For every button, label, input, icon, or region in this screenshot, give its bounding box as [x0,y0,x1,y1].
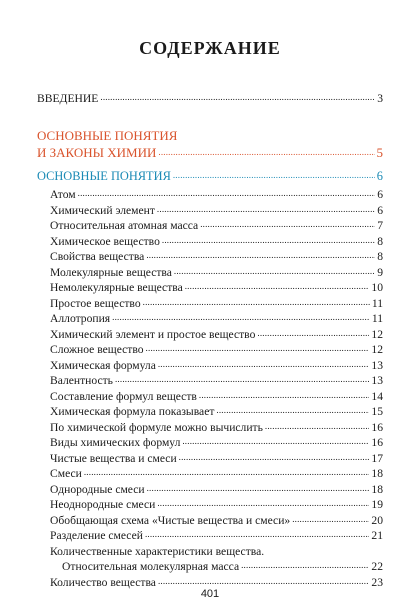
toc-entry-page: 11 [371,312,383,325]
leader-dots [265,419,370,433]
toc-entry-page: 21 [371,529,383,542]
toc-entry-label: Обобщающая схема «Чистые вещества и смеси» [50,513,291,527]
toc-entry-page: 18 [371,467,383,480]
toc-entry-page: 20 [371,513,383,527]
page-number: 401 [200,588,220,600]
toc-entry[interactable] [50,483,383,497]
toc-entry-page: 12 [371,343,383,356]
toc-entry[interactable] [50,359,383,373]
leader-dots [257,326,369,340]
toc-entry[interactable] [50,235,383,249]
toc-entry[interactable] [50,498,383,512]
leader-dots [143,295,370,309]
toc-entry-label: Виды химических формул [50,436,181,449]
leader-dots [199,388,370,402]
toc-entry-page: 7 [377,219,383,232]
leader-dots [145,527,369,541]
leader-dots [179,450,370,464]
leader-dots [157,496,369,510]
leader-dots [112,310,370,324]
toc-entry-label: ВВЕДЕНИЕ [37,92,99,105]
toc-entry-page: 8 [377,234,383,248]
toc-entry-label: И ЗАКОНЫ ХИМИИ [37,145,157,160]
toc-entry-page: 16 [371,436,383,449]
part-title-line1: ОСНОВНЫЕ ПОНЯТИЯ [37,128,178,143]
leader-dots [200,217,375,231]
toc-entry[interactable] [50,219,383,233]
leader-dots [174,264,375,278]
toc-entry-page: 10 [371,281,383,294]
leader-dots [292,512,369,526]
toc-entry-page: 6 [377,188,383,201]
toc-entry[interactable] [50,204,383,218]
toc-entry-label: Простое вещество [50,296,141,310]
leader-dots [182,434,369,448]
leader-dots [146,341,370,355]
toc-entry-label: Смеси [50,467,82,480]
toc-entry-label: ОСНОВНЫЕ ПОНЯТИЯ [37,169,171,183]
toc-entry-section1[interactable] [37,169,383,184]
toc-entry-label: Сложное вещество [50,343,144,356]
toc-entry[interactable] [50,514,383,528]
toc-entry[interactable] [50,452,383,466]
toc-entry-quant-line1: Количественные характеристики вещества. [50,544,265,558]
toc-entry[interactable] [50,436,383,450]
toc-entry-page: 17 [371,451,383,465]
leader-dots [147,481,370,495]
leader-dots [84,465,370,479]
toc-entry-label: Химическое вещество [50,234,160,248]
toc-entry-page: 6 [377,203,383,217]
toc-entry-page: 18 [371,482,383,496]
toc-entry-label: Чистые вещества и смеси [50,451,177,465]
toc-entry-page: 22 [371,560,383,573]
toc-entry-page: 15 [371,405,383,418]
toc-entry-page: 6 [376,169,383,183]
toc-entry-part1[interactable] [37,145,383,162]
toc-entry-page: 13 [371,358,383,372]
leader-dots [158,143,374,160]
toc-entry-label: По химической формуле можно вычислить [50,420,263,434]
toc-entry-label: Химический элемент [50,203,155,217]
toc-entry-page: 19 [371,498,383,511]
toc-entry-quant[interactable] [62,560,383,574]
toc-entry-label: Химическая формула показывает [50,405,215,418]
toc-entry-label: Составление формул веществ [50,389,197,403]
leader-dots [162,233,375,247]
toc-entry-page: 11 [371,296,383,310]
toc-entry-label: Относительная молекулярная масса [62,560,240,573]
toc-entry[interactable] [50,390,383,404]
leader-dots [78,186,376,200]
toc-entry[interactable] [50,297,383,311]
toc-entry-page: 12 [371,327,383,341]
toc-entry-label: Валентность [50,374,113,387]
toc-entry-intro[interactable] [37,92,383,106]
toc-entry-page: 13 [371,374,383,387]
toc-entry-label: Неоднородные смеси [50,498,156,511]
leader-dots [158,357,370,371]
toc-entry-page: 8 [377,250,383,263]
toc-entry-label: Химическая формула [50,358,156,372]
toc-entry-label: Аллотропия [50,312,111,325]
toc-entry-page: 3 [377,92,383,105]
toc-entry[interactable] [50,266,383,280]
toc-entry-label: Количество вещества [50,575,156,589]
toc-entry-label: Свойства вещества [50,250,145,263]
page-title: СОДЕРЖАНИЕ [139,38,281,58]
toc-entry[interactable] [50,343,383,357]
toc-entry[interactable] [50,529,383,543]
toc-entry-label: Немолекулярные вещества [50,281,183,294]
toc-entry[interactable] [50,312,383,326]
toc-entry[interactable] [50,405,383,419]
leader-dots [158,574,369,588]
leader-dots [185,279,370,293]
toc-entry-page: 9 [377,265,383,279]
leader-dots [173,167,375,182]
toc-entry-page: 5 [376,145,383,160]
toc-entry-label: Молекулярные вещества [50,265,172,279]
leader-dots [216,403,369,417]
toc-entry[interactable] [50,374,383,388]
leader-dots [146,248,375,262]
leader-dots [157,202,375,216]
leader-dots [241,558,369,572]
toc-entry-label: Однородные смеси [50,482,145,496]
toc-entry-page: 23 [371,575,383,589]
leader-dots [100,90,375,104]
leader-dots [115,372,369,386]
toc-entry[interactable] [50,328,383,342]
toc-entry-label: Атом [50,188,76,201]
toc-entry[interactable] [50,421,383,435]
toc-entry-label: Химический элемент и простое вещество [50,327,256,341]
toc-entry[interactable] [50,467,383,481]
toc-entry[interactable] [50,281,383,295]
toc-entry[interactable] [50,188,383,202]
toc-entry-page: 16 [371,420,383,434]
toc-entry-page: 14 [371,389,383,403]
toc-entry-label: Относительная атомная масса [50,219,199,232]
toc-entry[interactable] [50,250,383,264]
toc-entry-label: Разделение смесей [50,529,143,542]
